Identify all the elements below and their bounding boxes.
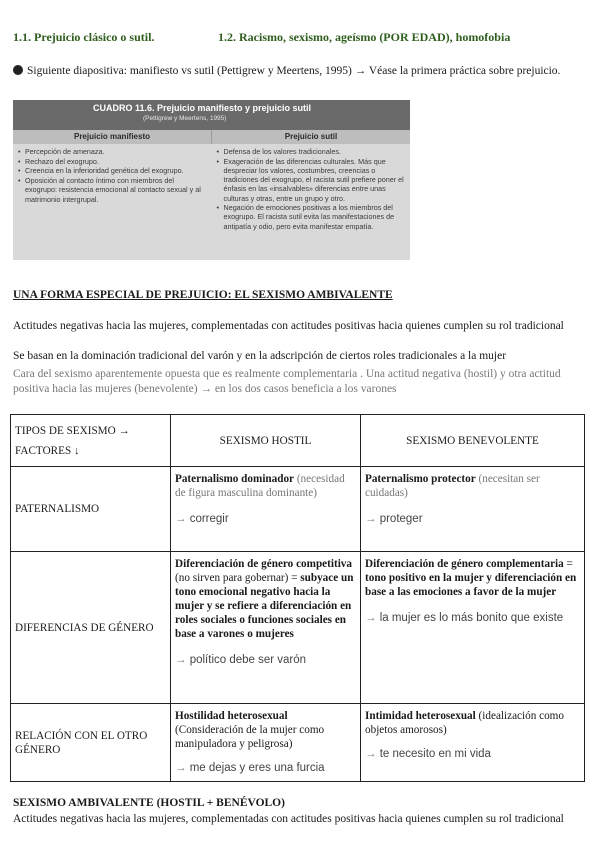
- factor-cell: PATERNALISMO: [11, 467, 171, 552]
- table-corner-cell: [11, 415, 171, 467]
- sexism-table: [10, 414, 585, 782]
- cell-term: Paternalismo protector: [365, 473, 476, 485]
- arrow-right-icon: →: [365, 748, 377, 760]
- benevolente-cell: [361, 467, 585, 552]
- cell-term: Paternalismo dominador: [175, 473, 295, 485]
- arrow-right-icon: →: [175, 762, 187, 774]
- benevolente-cell: [361, 704, 585, 782]
- heading-1-2: 1.2. Racismo, sexismo, ageísmo (POR EDAD), homofobia: [218, 30, 511, 44]
- corner-line-1: TIPOS DE SEXISMO →: [15, 425, 130, 437]
- hostil-cell: [171, 552, 361, 704]
- cuadro-body: [13, 144, 410, 231]
- black-circle-icon: [13, 65, 23, 75]
- cell-example: → político debe ser varón: [175, 654, 307, 666]
- cuadro-column-headers: [13, 130, 410, 144]
- cell-term: Hostilidad heterosexual: [175, 710, 288, 722]
- cell-example: → corregir: [175, 513, 229, 525]
- table-row: [11, 552, 585, 704]
- cuadro-header: [13, 100, 410, 130]
- cell-description-bold: tono positivo en la mujer y diferenciación en base a las emociones a favor de la mujer: [365, 572, 577, 598]
- cuadro-title: CUADRO 11.6. Prejuicio manifiesto y prejuicio sutil: [93, 103, 312, 113]
- cell-term: Diferenciación de género competitiva: [175, 558, 352, 570]
- intro-text: Siguiente diapositiva: manifiesto vs sutil (Pettigrew y Meertens, 1995) → Véase la primera práctica sobre prejuicio.: [27, 65, 561, 77]
- cell-example: → te necesito en mi vida: [365, 748, 491, 760]
- footer-text: Actitudes negativas hacia las mujeres, complementadas con actitudes positivas hacia quienes cumplen su rol tradicional: [13, 813, 564, 825]
- cuadro-col-sutil: Prejuicio sutil: [284, 132, 338, 141]
- cuadro-list-manifiesto: [13, 147, 212, 231]
- factor-cell: DIFERENCIAS DE GÉNERO: [11, 552, 171, 704]
- list-item: • Defensa de los valores tradicionales.: [224, 147, 405, 156]
- cell-description-bold: subyace un tono emocional negativo hacia la mujer y se refiere a diferenciación en roles sociales o funciones sociales en base a varones o mujeres: [175, 572, 354, 640]
- list-item: • Oposición al contacto íntimo con miembros del exogrupo: resistencia emocional al contacto sexual y al matrimonio intergrupal.: [25, 176, 206, 204]
- list-item: • Creencia en la inferioridad genética del exogrupo.: [25, 166, 206, 175]
- cuadro-image: [13, 100, 410, 260]
- corner-line-2: FACTORES ↓: [15, 445, 80, 457]
- intro-line: [13, 64, 588, 78]
- table-row: [11, 467, 585, 552]
- heading-1-1: 1.1. Prejuicio clásico o sutil.: [13, 30, 155, 44]
- cuadro-list-sutil: [212, 147, 411, 231]
- cuadro-source: (Pettigrew y Meertens, 1995): [143, 115, 227, 122]
- cell-description: (Consideración de la mujer como manipuladora y peligrosa): [175, 724, 325, 750]
- section-title: UNA FORMA ESPECIAL DE PREJUICIO: EL SEXISMO AMBIVALENTE: [13, 289, 393, 301]
- cell-example: → proteger: [365, 513, 423, 525]
- hostil-cell: [171, 704, 361, 782]
- paragraph-1: Actitudes negativas hacia las mujeres, complementadas con actitudes positivas hacia quienes cumplen su rol tradicional: [13, 320, 564, 332]
- hostil-cell: [171, 467, 361, 552]
- cell-description: (necesidad de figura masculina dominante): [175, 473, 345, 499]
- footer-title: SEXISMO AMBIVALENTE (HOSTIL + BENÉVOLO): [13, 797, 285, 809]
- cell-example: → me dejas y eres una furcia: [175, 762, 325, 774]
- list-item: • Exageración de las diferencias culturales. Más que despreciar los valores, costumbres, creencias o tradiciones del exogrupo, el racista sutil prefiere poner el énfasis en las «insalvables» diferencias entre unas culturas y otras, entre un grupo y otro.: [224, 157, 405, 203]
- arrow-right-icon: →: [175, 654, 187, 666]
- table-row: [11, 704, 585, 782]
- cell-term: Intimidad heterosexual: [365, 710, 476, 722]
- cell-description: (necesitan ser cuidadas): [365, 473, 540, 499]
- arrow-right-icon: →: [175, 513, 187, 525]
- list-item: • Rechazo del exogrupo.: [25, 157, 206, 166]
- cell-description: (idealización como objetos amorosos): [365, 710, 564, 736]
- cell-description: (no sirven para gobernar) =: [175, 572, 301, 584]
- paragraph-3: Cara del sexismo aparentemente opuesta que es realmente complementaria . Una actitud negativa (hostil) y otra actitud positiva hacia las mujeres (benevolente) → en los dos casos beneficia a los varones: [13, 368, 561, 395]
- list-item: • Percepción de amenaza.: [25, 147, 206, 156]
- cuadro-col-manifiesto: Prejuicio manifiesto: [13, 130, 212, 144]
- arrow-right-icon: →: [365, 513, 377, 525]
- paragraph-2: Se basan en la dominación tradicional del varón y en la adscripción de ciertos roles tradicionales a la mujer: [13, 350, 507, 362]
- header-benevolente: SEXISMO BENEVOLENTE: [361, 415, 585, 467]
- benevolente-cell: [361, 552, 585, 704]
- header-hostil: SEXISMO HOSTIL: [171, 415, 361, 467]
- list-item: • Negación de emociones positivas a los miembros del exogrupo. El racista sutil evita las manifestaciones de antipatía y odio, pero evita manifestar empatía.: [224, 203, 405, 231]
- factor-cell: RELACIÓN CON EL OTRO GÉNERO: [11, 704, 171, 782]
- cell-description: =: [563, 558, 573, 570]
- arrow-right-icon: →: [365, 612, 377, 624]
- table-header-row: [11, 415, 585, 467]
- cell-term: Diferenciación de género complementaria: [365, 558, 564, 570]
- cell-example: → la mujer es lo más bonito que existe: [365, 612, 564, 624]
